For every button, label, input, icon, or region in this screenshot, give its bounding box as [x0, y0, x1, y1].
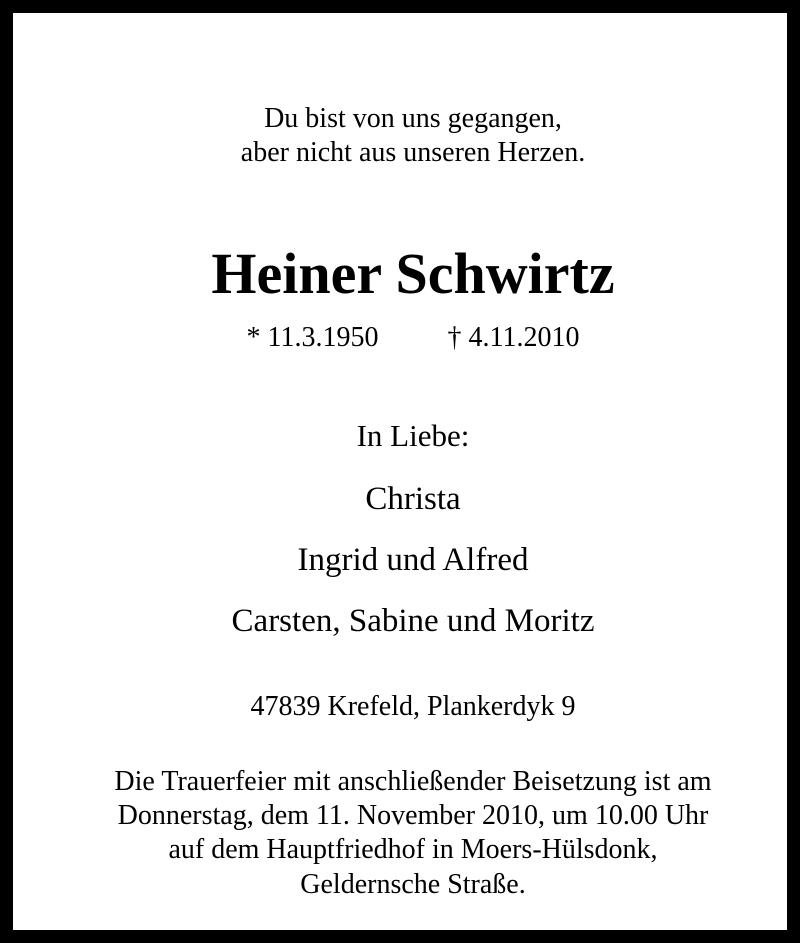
- funeral-notice-line: Donnerstag, dem 11. November 2010, um 10.00 Uhr: [117, 800, 709, 831]
- verse-line: aber nicht aus unseren Herzen.: [240, 137, 586, 168]
- funeral-notice-line: Geldernsche Straße.: [300, 869, 526, 900]
- funeral-notice-line: auf dem Hauptfriedhof in Moers-Hülsdonk,: [168, 834, 658, 865]
- verse-line: Du bist von uns gegangen,: [264, 103, 562, 134]
- deceased-name: Heiner Schwirtz: [211, 241, 615, 306]
- mourner-name: Carsten, Sabine und Moritz: [231, 603, 595, 639]
- mourner-name: Christa: [365, 481, 461, 517]
- mourner-name: Ingrid und Alfred: [297, 542, 529, 578]
- birth-date: * 11.3.1950: [246, 322, 379, 353]
- life-dates: [13, 321, 800, 355]
- family-address: 47839 Krefeld, Plankerdyk 9: [250, 691, 576, 722]
- funeral-notice-line: Die Trauerfeier mit anschließender Beisetzung ist am: [114, 766, 712, 797]
- mourners-intro: In Liebe:: [356, 418, 470, 453]
- death-date: † 4.11.2010: [447, 322, 580, 353]
